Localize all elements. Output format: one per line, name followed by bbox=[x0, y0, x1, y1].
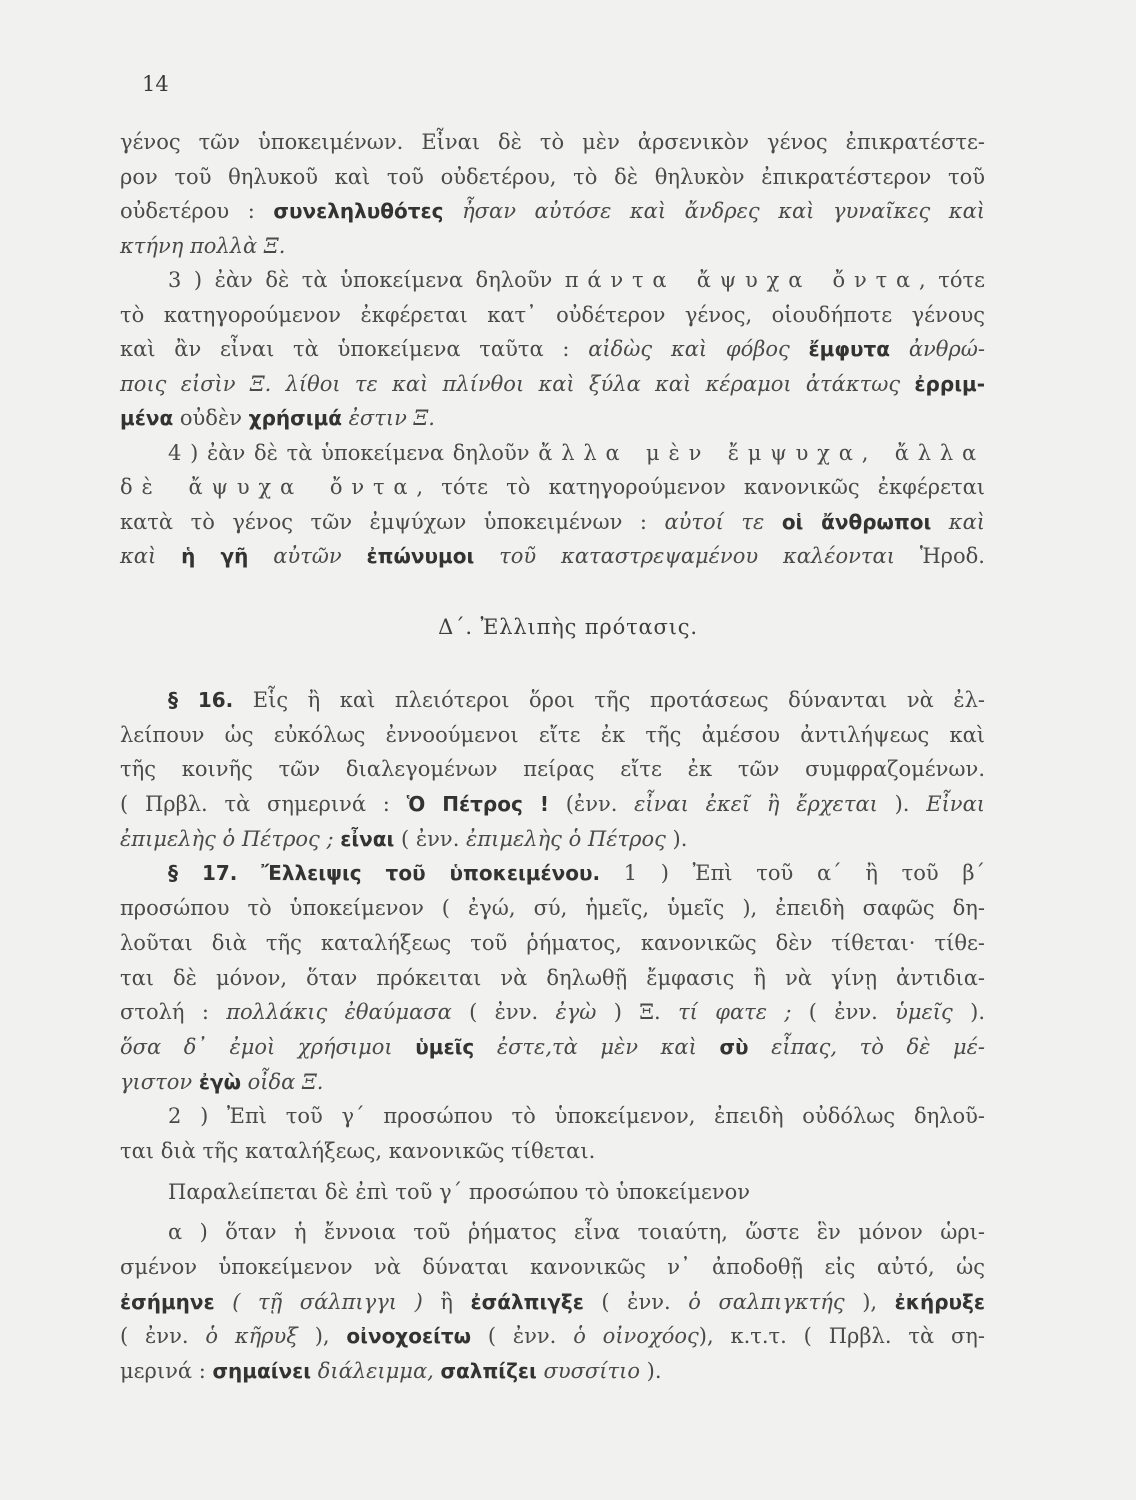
bold-text-run: ἐκήρυξε bbox=[894, 1289, 986, 1314]
bold-text-run: εἶναι bbox=[340, 826, 395, 851]
spaced-text-run: δὲ ἄψυχα ὄντα bbox=[120, 475, 417, 499]
text-line bbox=[120, 475, 985, 510]
bold-text-run: ὑμεῖς bbox=[415, 1034, 475, 1059]
italic-text-run: ποις εἰσὶν Ξ. λίθοι τε καὶ πλίνθοι καὶ ξύλα καὶ κέραμοι ἀτάκτως bbox=[120, 371, 915, 396]
text-run: ). bbox=[640, 1359, 662, 1384]
text-line bbox=[120, 234, 985, 269]
text-run: Εἷς ἢ καὶ πλειότεροι ὅροι τῆς προτάσεως δύνανται νὰ ἐλ- bbox=[233, 688, 985, 712]
text-run: ἢ bbox=[422, 1289, 471, 1314]
bold-text-run: σὺ bbox=[719, 1034, 749, 1059]
italic-text-run: κτήνη πολλὰ Ξ. bbox=[120, 233, 286, 258]
text-line bbox=[120, 1175, 985, 1210]
italic-text-run: ἐπιμελὴς ὁ Πέτρος ; bbox=[120, 826, 341, 851]
bold-text-run: σαλπίζει bbox=[440, 1359, 537, 1384]
italic-text-run: αἰδὼς καὶ φόβος bbox=[588, 337, 809, 361]
text-run: ( Πρβλ. τὰ σημερινά : bbox=[120, 792, 407, 817]
text-line bbox=[120, 891, 985, 926]
bold-text-run: μένα bbox=[120, 406, 174, 430]
text-line bbox=[120, 372, 985, 407]
text-run: ), bbox=[297, 1324, 347, 1349]
bold-text-run: § 16. bbox=[168, 688, 234, 712]
italic-text-run: καὶ bbox=[931, 509, 985, 534]
italic-text-run: ἐστιν Ξ. bbox=[341, 406, 435, 430]
bold-text-run: οἱ ἄνθρωποι bbox=[781, 509, 932, 534]
text-line bbox=[120, 961, 985, 996]
text-run: σμένον ὑποκείμενον νὰ δύναται κανονικῶς ν᾽ ἀποδοθῇ εἰς αὐτό, ὡς bbox=[120, 1255, 985, 1279]
bold-text-run: ἡ γῆ bbox=[181, 544, 249, 568]
text-line bbox=[120, 683, 985, 718]
text-run: στολή : bbox=[120, 1000, 227, 1025]
italic-text-run: ἐγὼ bbox=[555, 1000, 597, 1025]
bold-text-run: χρήσιμά bbox=[248, 406, 342, 430]
text-run: , τότε bbox=[919, 268, 985, 292]
text-run: Ἡροδ. bbox=[919, 544, 985, 568]
italic-text-run: πολλάκις ἐθαύμασα bbox=[226, 1000, 452, 1025]
text-run: ). bbox=[877, 792, 927, 817]
body-text-lower bbox=[120, 683, 985, 1389]
text-run: 1 ) Ἐπὶ τοῦ α΄ ἢ τοῦ β΄ bbox=[600, 861, 985, 886]
text-run: 4 ) ἐὰν δὲ τὰ ὑποκείμενα δηλοῦν bbox=[168, 440, 539, 465]
text-run: καὶ ἂν εἶναι τὰ ὑποκείμενα ταῦτα : bbox=[120, 337, 589, 361]
text-run: ται δὲ μόνον, ὅταν πρόκειται νὰ δηλωθῇ ἔμφασις ἢ νὰ γίνῃ ἀντιδια- bbox=[120, 965, 985, 990]
text-line bbox=[120, 544, 985, 579]
text-run: ( ἐνν. bbox=[451, 1000, 556, 1025]
text-run: τῆς κοινῆς τῶν διαλεγομένων πείρας εἴτε ἐκ τῶν συμφραζομένων. bbox=[120, 757, 985, 782]
bold-text-run: ἔμφυτα bbox=[808, 337, 891, 361]
text-run: ρον τοῦ θηλυκοῦ καὶ τοῦ οὐδετέρου, τὸ δὲ θηλυκὸν ἐπικρατέστερον τοῦ bbox=[120, 164, 985, 189]
italic-text-run: αὐτῶν bbox=[248, 544, 367, 568]
italic-text-run: ἀνθρώ- bbox=[890, 337, 985, 361]
italic-text-run: οἶδα Ξ. bbox=[240, 1069, 324, 1094]
italic-text-run: γιστον bbox=[120, 1069, 199, 1094]
text-line bbox=[120, 752, 985, 787]
italic-text-run: εἶναι ἐκεῖ ἢ ἔρχεται bbox=[634, 792, 878, 817]
page-number: 14 bbox=[142, 72, 169, 96]
text-line bbox=[120, 406, 985, 441]
text-line bbox=[120, 268, 985, 303]
bold-text-run: ἐσάλπιγξε bbox=[470, 1289, 584, 1314]
bold-text-run: § 17. Ἔλλειψις τοῦ ὑποκειμένου. bbox=[168, 861, 601, 886]
text-line bbox=[120, 1030, 985, 1065]
text-line bbox=[120, 165, 985, 200]
text-run: ( ἐνν. bbox=[791, 1000, 896, 1025]
text-line bbox=[120, 303, 985, 338]
italic-text-run: ὁ κῆρυξ bbox=[205, 1324, 298, 1349]
bold-text-run: ἐπώνυμοι bbox=[366, 544, 475, 568]
text-line bbox=[120, 1099, 985, 1134]
bold-text-run: σημαίνει bbox=[212, 1359, 312, 1384]
text-run: γένος τῶν ὑποκειμένων. Εἶναι δὲ τὸ μὲν ἀρσενικὸν γένος ἐπικρατέστε- bbox=[120, 130, 985, 154]
text-line bbox=[120, 1134, 985, 1169]
spaced-text-run: πάντα ἄψυχα ὄντα bbox=[564, 268, 920, 292]
text-run: , τότε τὸ κατηγορούμενον κανονικῶς ἐκφέρεται bbox=[416, 475, 985, 499]
text-line bbox=[120, 199, 985, 234]
text-line bbox=[120, 926, 985, 961]
italic-text-run: εἶπας, τὸ δὲ μέ- bbox=[748, 1034, 986, 1059]
italic-text-run: διάλειμμα, bbox=[311, 1359, 441, 1384]
text-line bbox=[120, 822, 985, 857]
text-run: λοῦται διὰ τῆς καταλήξεως τοῦ ῥήματος, κανονικῶς δὲν τίθεται· τίθε- bbox=[120, 930, 985, 955]
italic-text-run: ἦσαν αὐτόσε καὶ ἄνδρες καὶ γυναῖκες καὶ bbox=[443, 199, 985, 223]
italic-text-run: τοῦ καταστρεψαμένου καλέονται bbox=[474, 544, 920, 568]
text-line bbox=[120, 718, 985, 753]
text-run: ). bbox=[665, 826, 688, 851]
text-line bbox=[120, 1319, 985, 1354]
bold-text-run: ἐρριμ- bbox=[914, 371, 985, 396]
text-run: κατὰ τὸ γένος τῶν ἐμψύχων ὑποκειμένων : bbox=[120, 509, 665, 534]
italic-text-run: τί φατε ; bbox=[678, 1000, 792, 1025]
text-run: ( ἐνν. bbox=[583, 1289, 689, 1314]
body-text-upper bbox=[120, 130, 985, 579]
text-run: 2 ) Ἐπὶ τοῦ γ΄ προσώπου τὸ ὑποκείμενον, ἐπειδὴ οὐδόλως δηλοῦ- bbox=[168, 1104, 985, 1129]
text-line bbox=[120, 337, 985, 372]
italic-text-run: ἐστε,τὰ μὲν καὶ bbox=[474, 1034, 720, 1059]
text-run: ( ἐνν. bbox=[394, 826, 467, 851]
text-run: ( ἐνν. bbox=[471, 1324, 574, 1349]
text-run: ( ἐνν. bbox=[120, 1324, 206, 1349]
text-run: οὐδετέρου : bbox=[120, 199, 274, 223]
spaced-text-run: ἄλλα μὲν ἔμψυχα, ἄλλα bbox=[538, 440, 986, 465]
italic-text-run: αὐτοί τε bbox=[664, 509, 782, 534]
bold-text-run: Ὁ Πέτρος ! bbox=[406, 792, 549, 817]
text-line bbox=[120, 856, 985, 891]
text-line bbox=[120, 510, 985, 545]
text-run: ), κ.τ.τ. ( Πρβλ. τὰ ση- bbox=[698, 1324, 985, 1349]
text-run: ) Ξ. bbox=[596, 1000, 679, 1025]
italic-text-run: συσσίτιο bbox=[536, 1359, 640, 1384]
text-run: 3 ) ἐὰν δὲ τὰ ὑποκείμενα δηλοῦν bbox=[168, 268, 565, 292]
bold-text-run: συνεληλυθότες bbox=[273, 199, 444, 223]
text-run: ), bbox=[844, 1289, 895, 1314]
italic-text-run: ἐπιμελὴς ὁ Πέτρος bbox=[466, 826, 666, 851]
text-run: Παραλείπεται δὲ ἐπὶ τοῦ γ΄ προσώπου τὸ ὑποκείμενον bbox=[168, 1179, 751, 1204]
text-run: οὐδὲν bbox=[173, 406, 249, 430]
text-run: α ) ὅταν ἡ ἔννοια τοῦ ῥήματος εἶνα τοιαύτη, ὥστε ἓν μόνον ὡρι- bbox=[168, 1220, 985, 1245]
italic-text-run: ( τῇ σάλπιγγι ) bbox=[214, 1289, 423, 1314]
text-line bbox=[120, 1250, 985, 1285]
text-run: λείπουν ὡς εὐκόλως ἐννοούμενοι εἴτε ἐκ τῆς ἀμέσου ἀντιλήψεως καὶ bbox=[120, 722, 985, 747]
text-run: τὸ κατηγορούμενον ἐκφέρεται κατ᾽ οὐδέτερον γένος, οἱουδήποτε γένους bbox=[120, 302, 985, 327]
text-run: προσώπου τὸ ὑποκείμενον ( ἐγώ, σύ, ἡμεῖς, ὑμεῖς ), ἐπειδὴ σαφῶς δη- bbox=[120, 896, 985, 921]
italic-text-run: ὁ οἰνοχόος bbox=[573, 1324, 699, 1349]
text-line bbox=[120, 1215, 985, 1250]
text-line bbox=[120, 995, 985, 1030]
text-line bbox=[120, 1354, 985, 1389]
section-heading: Δ΄. Ἐλλιπὴς πρότασις. bbox=[438, 615, 698, 639]
text-run: ται διὰ τῆς καταλήξεως, κανονικῶς τίθεται. bbox=[120, 1138, 596, 1163]
italic-text-run: Εἶναι bbox=[926, 792, 985, 817]
italic-text-run: ὅσα δ᾽ ἐμοὶ χρήσιμοι bbox=[120, 1034, 416, 1059]
text-line bbox=[120, 130, 985, 165]
italic-text-run: ὁ σαλπιγκτής bbox=[688, 1289, 845, 1314]
text-line bbox=[120, 441, 985, 476]
italic-text-run: ὑμεῖς bbox=[895, 1000, 953, 1025]
text-line bbox=[120, 1065, 985, 1100]
italic-text-run: καὶ bbox=[120, 544, 182, 568]
text-run: ). bbox=[952, 1000, 985, 1025]
bold-text-run: οἰνοχοείτω bbox=[346, 1324, 472, 1349]
text-run: μερινά : bbox=[120, 1359, 213, 1384]
text-run: (ἐνν. bbox=[548, 792, 635, 817]
text-line bbox=[120, 1285, 985, 1320]
bold-text-run: ἐσήμηνε bbox=[120, 1289, 215, 1314]
bold-text-run: ἐγὼ bbox=[198, 1069, 241, 1094]
text-line bbox=[120, 787, 985, 822]
